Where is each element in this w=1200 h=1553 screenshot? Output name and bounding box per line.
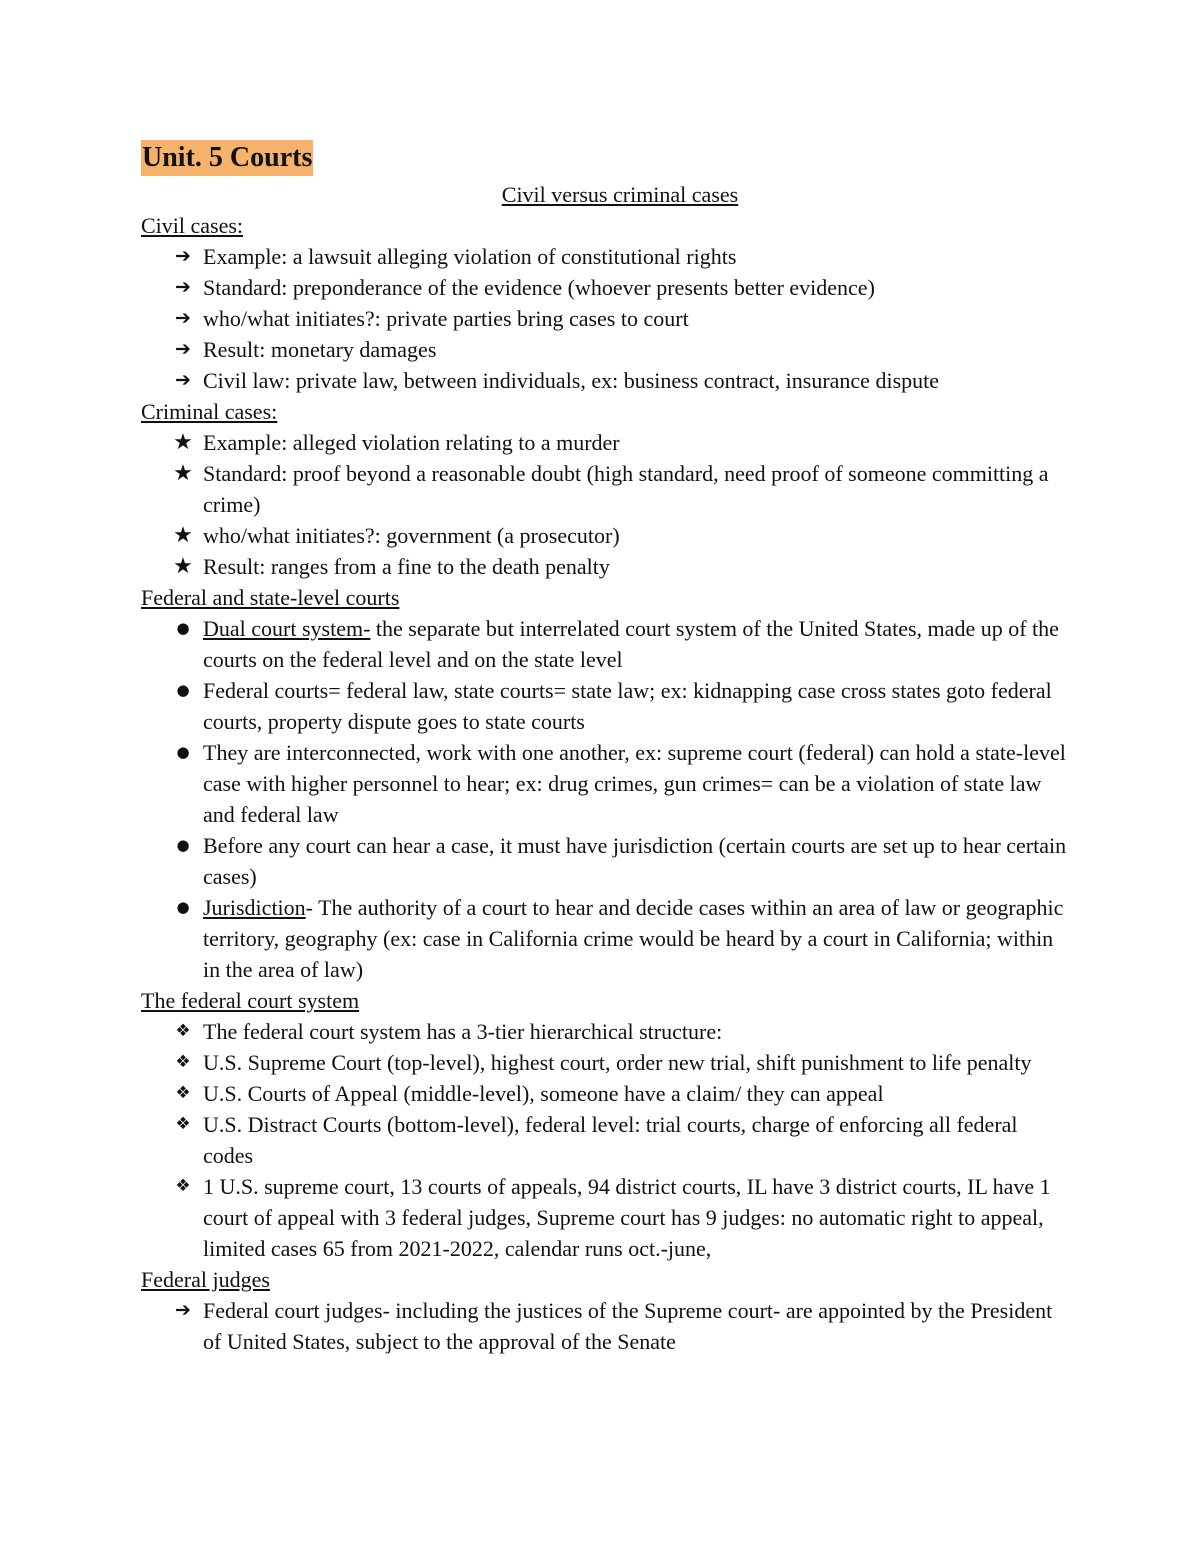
list-item bbox=[141, 334, 1071, 365]
list-item bbox=[141, 1047, 1071, 1078]
diamond-bullet-icon: ❖ bbox=[175, 1114, 191, 1134]
star-bullet-icon: ★ bbox=[173, 523, 193, 548]
arrow-bullet-icon: ➔ bbox=[175, 369, 191, 391]
list-item-text: The federal court system has a 3-tier hierarchical structure: bbox=[203, 1019, 723, 1044]
list-item bbox=[141, 520, 1071, 551]
term-jurisdiction: Jurisdiction bbox=[203, 895, 306, 920]
list-item-text: Before any court can hear a case, it must have jurisdiction (certain courts are set up to hear certain cases) bbox=[203, 833, 1067, 889]
list-item-text: Federal courts= federal law, state courts= state law; ex: kidnapping case cross states goto federal courts, property dispute goes to state courts bbox=[203, 678, 1052, 734]
star-bullet-icon: ★ bbox=[173, 554, 193, 579]
dot-bullet-icon: ● bbox=[176, 681, 190, 699]
list-item-text: Standard: preponderance of the evidence (whoever presents better evidence) bbox=[203, 275, 875, 300]
arrow-bullet-icon: ➔ bbox=[175, 338, 191, 360]
list-item bbox=[141, 892, 1071, 985]
list-item bbox=[141, 365, 1071, 396]
list-item-text: U.S. Courts of Appeal (middle-level), someone have a claim/ they can appeal bbox=[203, 1081, 884, 1106]
list-item bbox=[141, 737, 1071, 830]
diamond-bullet-icon: ❖ bbox=[175, 1083, 191, 1103]
star-bullet-icon: ★ bbox=[173, 430, 193, 455]
list-item-text: Federal court judges- including the justices of the Supreme court- are appointed by the President of United States, subject to the approval of the Senate bbox=[203, 1298, 1053, 1354]
list-item bbox=[141, 551, 1071, 582]
star-bullet-icon: ★ bbox=[173, 461, 193, 486]
list-item bbox=[141, 1109, 1071, 1171]
list-item bbox=[141, 675, 1071, 737]
page-title: Unit. 5 Courts bbox=[141, 140, 313, 176]
arrow-bullet-icon: ➔ bbox=[175, 276, 191, 298]
list-item bbox=[141, 1295, 1071, 1357]
list-item-text: Civil law: private law, between individuals, ex: business contract, insurance dispute bbox=[203, 368, 940, 393]
list-item-text: Result: monetary damages bbox=[203, 337, 437, 362]
list-item bbox=[141, 272, 1071, 303]
definition-text: - The authority of a court to hear and decide cases within an area of law or geographic territory, geography (ex: case in California crime would be heard by a court in California; within in the area of law) bbox=[203, 895, 1064, 982]
list-item-text: who/what initiates?: private parties bring cases to court bbox=[203, 306, 689, 331]
center-heading: Civil versus criminal cases bbox=[501, 182, 739, 207]
list-item-text bbox=[203, 892, 1071, 985]
document-body bbox=[141, 179, 1071, 1357]
term-dual-court-system: Dual court system- bbox=[203, 616, 371, 641]
list-item bbox=[141, 427, 1071, 458]
dot-bullet-icon: ● bbox=[176, 836, 190, 854]
list-item-text: They are interconnected, work with one another, ex: supreme court (federal) can hold a state-level case with higher personnel to hear; ex: drug crimes, gun crimes= can be a violation of state law and federal law bbox=[203, 740, 1066, 827]
list-item-text: who/what initiates?: government (a prosecutor) bbox=[203, 523, 620, 548]
arrow-bullet-icon: ➔ bbox=[175, 1299, 191, 1321]
section-heading-civil: Civil cases: bbox=[141, 213, 244, 238]
diamond-bullet-icon: ❖ bbox=[175, 1021, 191, 1041]
list-item bbox=[141, 1016, 1071, 1047]
dot-bullet-icon: ● bbox=[176, 743, 190, 761]
list-item-text: Result: ranges from a fine to the death penalty bbox=[203, 554, 610, 579]
definition-text: the separate but interrelated court system of the United States, made up of the courts on the federal level and on the state level bbox=[203, 616, 1059, 672]
diamond-bullet-icon: ❖ bbox=[175, 1052, 191, 1072]
diamond-bullet-icon: ❖ bbox=[175, 1176, 191, 1196]
section-heading-federal-state: Federal and state-level courts bbox=[141, 585, 400, 610]
list-item-text: Standard: proof beyond a reasonable doubt (high standard, need proof of someone committing a crime) bbox=[203, 461, 1049, 517]
list-item bbox=[141, 830, 1071, 892]
list-item bbox=[141, 303, 1071, 334]
list-item bbox=[141, 241, 1071, 272]
list-item-text: Example: a lawsuit alleging violation of constitutional rights bbox=[203, 244, 737, 269]
arrow-bullet-icon: ➔ bbox=[175, 307, 191, 329]
dot-bullet-icon: ● bbox=[176, 898, 190, 916]
list-item-text: U.S. Supreme Court (top-level), highest court, order new trial, shift punishment to life penalty bbox=[203, 1050, 1032, 1075]
list-item bbox=[141, 613, 1071, 675]
list-item bbox=[141, 458, 1071, 520]
section-heading-criminal: Criminal cases: bbox=[141, 399, 278, 424]
list-item-text: Example: alleged violation relating to a murder bbox=[203, 430, 620, 455]
section-heading-judges: Federal judges bbox=[141, 1267, 270, 1292]
list-item bbox=[141, 1171, 1071, 1264]
list-item-text: 1 U.S. supreme court, 13 courts of appeals, 94 district courts, IL have 3 district courts, IL have 1 court of appeal with 3 federal judges, Supreme court has 9 judges: no automatic right to appeal, limited cases 65 from 2021-2022, calendar runs oct.-june, bbox=[203, 1174, 1051, 1261]
list-item-text bbox=[203, 613, 1071, 675]
list-item bbox=[141, 1078, 1071, 1109]
list-item-text: U.S. Distract Courts (bottom-level), federal level: trial courts, charge of enforcing all federal codes bbox=[203, 1112, 1018, 1168]
dot-bullet-icon: ● bbox=[176, 619, 190, 637]
section-heading-federal-system: The federal court system bbox=[141, 988, 360, 1013]
arrow-bullet-icon: ➔ bbox=[175, 245, 191, 267]
